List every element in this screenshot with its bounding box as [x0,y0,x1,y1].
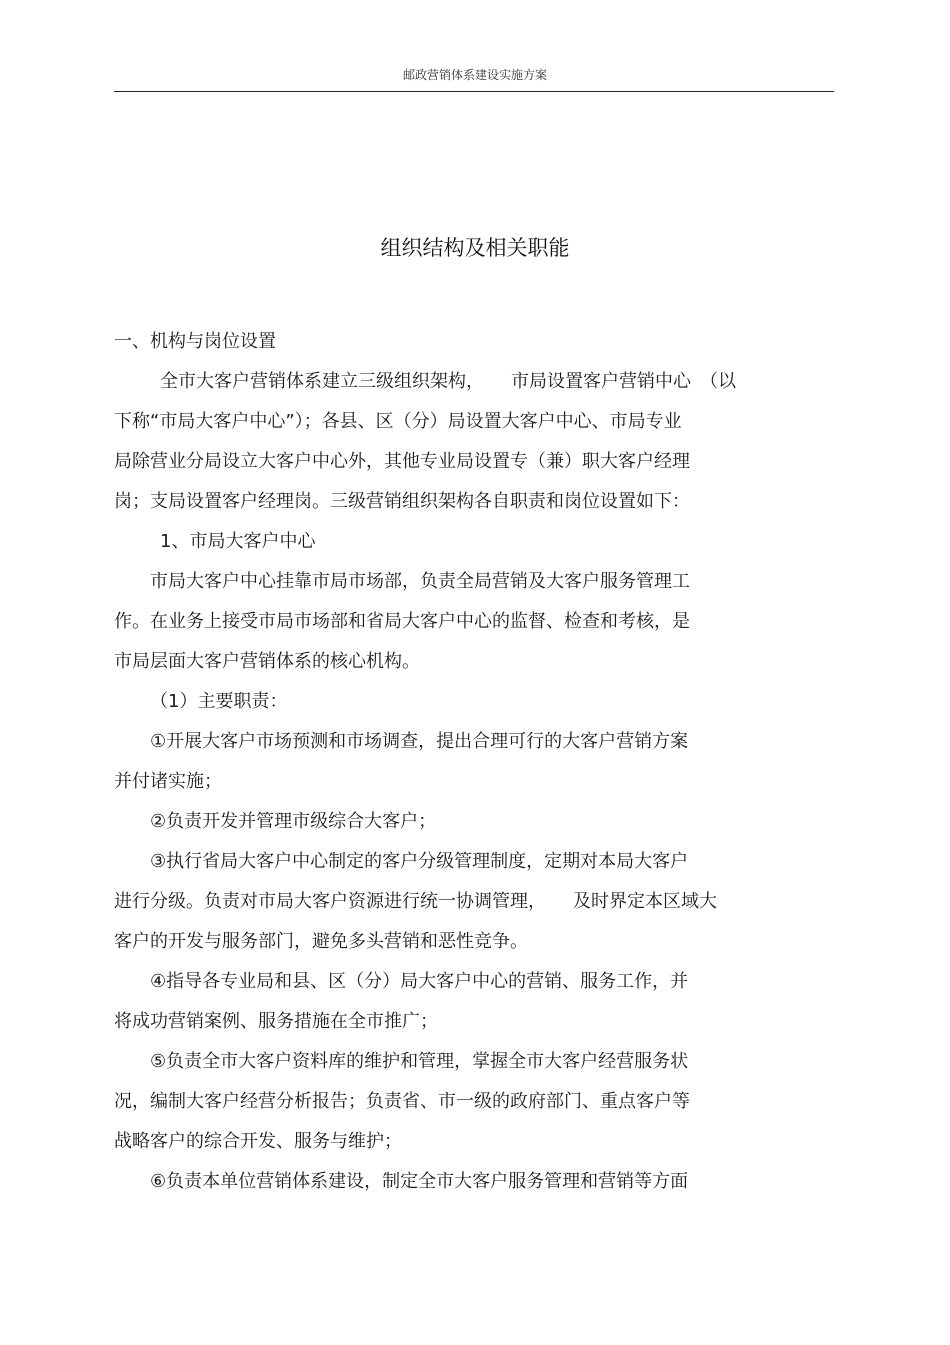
subsection-heading: 1、市局大客户中心 [160,531,316,552]
list-item: ③执行省局大客户中心制定的客户分级管理制度，定期对本局大客户 [150,851,689,872]
list-item: ④指导各专业局和县、区（分）局大客户中心的营销、服务工作，并 [150,971,689,992]
list-item-continuation: 并付诸实施； [114,771,222,792]
paragraph-line: 全市大客户营销体系建立三级组织架构， 市局设置客户营销中心 （以 [160,371,736,392]
subsection-heading: （1）主要职责： [150,691,288,712]
list-item: ①开展大客户市场预测和市场调查，提出合理可行的大客户营销方案 [150,731,689,752]
paragraph-line: 市局大客户中心挂靠市局市场部，负责全局营销及大客户服务管理工 [150,571,690,592]
paragraph-line: 局除营业分局设立大客户中心外，其他专业局设置专（兼）职大客户经理 [114,451,690,472]
header-rule [114,91,834,92]
running-header: 邮政营销体系建设实施方案 [402,68,547,82]
page-title: 组织结构及相关职能 [380,236,570,260]
list-item-continuation: 战略客户的综合开发、服务与维护； [114,1131,402,1152]
paragraph-line: 岗；支局设置客户经理岗。三级营销组织架构各自职责和岗位设置如下： [114,491,690,512]
list-item-continuation: 客户的开发与服务部门，避免多头营销和恶性竞争。 [114,931,528,952]
list-item-continuation: 将成功营销案例、服务措施在全市推广； [114,1011,438,1032]
list-item-continuation: 进行分级。负责对市局大客户资源进行统一协调管理， 及时界定本区域大 [114,891,717,912]
list-item: ⑥负责本单位营销体系建设，制定全市大客户服务管理和营销等方面 [150,1171,689,1192]
list-item: ⑤负责全市大客户资料库的维护和管理，掌握全市大客户经营服务状 [150,1051,689,1072]
paragraph-line: 市局层面大客户营销体系的核心机构。 [114,651,420,672]
paragraph-line: 下称“市局大客户中心”）；各县、区（分）局设置大客户中心、市局专业 [114,411,682,432]
section-heading: 一、机构与岗位设置 [114,331,276,352]
list-item: ②负责开发并管理市级综合大客户； [150,811,437,832]
paragraph-line: 作。在业务上接受市局市场部和省局大客户中心的监督、检查和考核，是 [114,611,690,632]
list-item-continuation: 况，编制大客户经营分析报告；负责省、市一级的政府部门、重点客户等 [114,1091,690,1112]
